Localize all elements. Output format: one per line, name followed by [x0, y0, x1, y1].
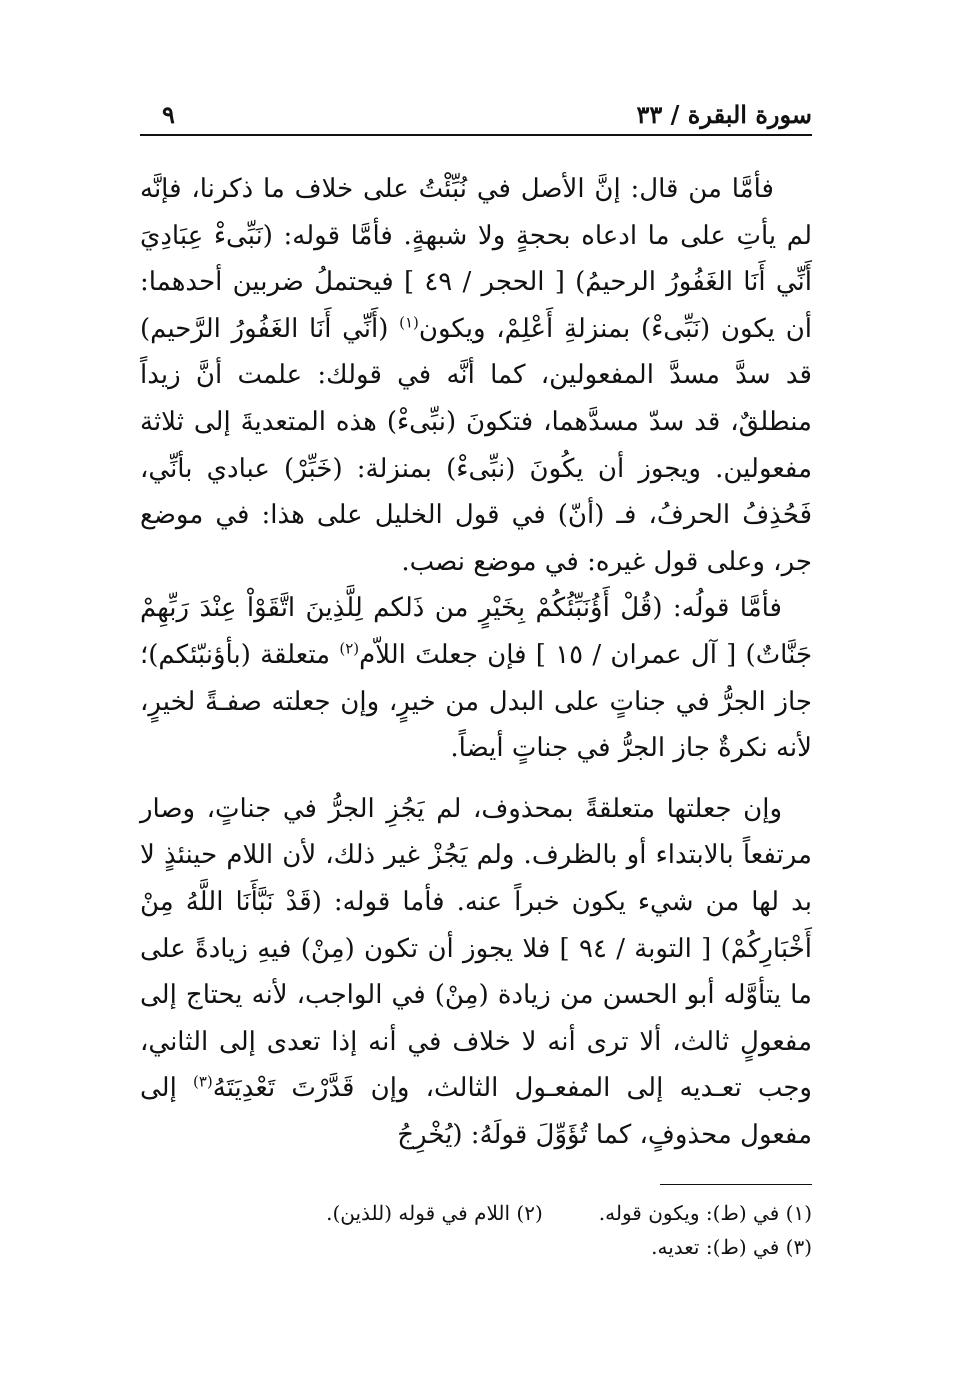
paragraph-3: [140, 786, 812, 1159]
paragraph-1: [140, 166, 812, 585]
paragraph-2-text-b: متعلقة (بأؤنبّئكم)؛ جاز الجرُّ في جناتٍ على البدل من خيرٍ، وإن جعلته صفـةً لخيرٍ، لأنه نكرةٌ جاز الجرُّ في جناتٍ أيضاً.: [140, 639, 812, 764]
paragraph-1-text-b: (أَنِّي أَنَا الغَفُورُ الرَّحيم) قد سدَّ مسدَّ المفعولين، كما أنَّه في قولك: علمت أنَّ زيداً منطلقٌ، قد سدّ مسدَّهما، فتكونَ (نبِّىءْ) هذه المتعديةَ إلى ثلاثة مفعولين. ويجوز أن يكُونَ (نبِّىءْ) بمنزلة: (خَبِّرْ) عبادي بأنِّي، فَحُذِفُ الحرفُ، فـ (أنّ) في قول الخليل على هذا: في موضع جر، وعلى قول غيره: في موضع نصب.: [140, 313, 812, 577]
page-number: ٩: [162, 100, 175, 129]
header-rule: [140, 134, 812, 136]
paragraph-3-text-a: وإن جعلتها متعلقةً بمحذوف، لم يَجُزِ الجرُّ في جناتٍ، وصار مرتفعاً بالابتداء أو بالظرف. ولم يَجُزْ غير ذلك، لأن اللام حينئذٍ لا بد لها من شيء يكون خبراً عنه. فأما قوله: (قَدْ نَبَّأَنَا اللَّهُ مِنْ أَخْبَارِكُمْ) [ التوبة / ٩٤ ] فلا يجوز أن تكون (مِنْ) فيهِ زيادةً على ما يتأوَّله أبو الحسن من زيادة (مِنْ) في الواجب، لأنه يحتاج إلى مفعولٍ ثالث، ألا ترى أنه لا خلاف في أنه إذا تعدى إلى الثاني، وجب تعـديه إلى المفعـول الثالث، وإن قَدَّرْتَ تَعْدِيَتَهُ: [140, 793, 812, 1104]
footnotes: [140, 1196, 812, 1264]
main-text: [140, 166, 812, 1158]
paragraph-1-text-a: فأمَّا من قال: إنَّ الأصل في نُبِّئْتُ على خلاف ما ذكرنا، فإنَّه لم يأتِ على ما ادعاه بحجةٍ ولا شبهةٍ. فأمَّا قوله: (نَبِّىءْ عِبَادِيَ أَنِّي أَنَا الغَفُورُ الرحيمُ) [ الحجر / ٤٩ ] فيحتملُ ضربين أحدهما: أن يكون (نَبِّىءْ) بمنزلةِ أَعْلِمْ، ويكون: [140, 174, 813, 344]
footnote-ref-2: (٢): [339, 639, 360, 658]
running-title: سورة البقرة / ٣٣: [636, 100, 812, 129]
paragraph-3-text-b: إلى مفعول محذوفٍ، كما تُؤَوِّلَ قولَهُ: (يُخْرِجُ: [140, 1073, 812, 1150]
paragraph-2: [140, 585, 812, 771]
footnote-ref-1: (١): [399, 313, 419, 332]
paragraph-2-text-a: فأمَّا قولُه: (قُلْ أَؤُنَبِّئُكُمْ بِخَيْرٍ من ذَلكم لِلَّذِينَ اتَّقَوْاْ عِنْدَ رَبِّهِمْ جَنَّاتٌ) [ آل عمران / ١٥ ] فإن جعلتَ اللاّم: [140, 593, 813, 670]
footnote-2: (٢) اللام في قوله (للذين).: [326, 1201, 543, 1225]
footnote-1: (١) في (ط): ويكون قوله.: [598, 1201, 812, 1225]
footnote-rule: [660, 1184, 812, 1185]
footnote-3: (٣) في (ط): تعديه.: [651, 1235, 812, 1259]
footnote-row-1: [140, 1196, 812, 1230]
footnote-ref-3: (٣): [192, 1072, 213, 1091]
running-head: [140, 100, 812, 136]
footnote-row-2: [140, 1230, 812, 1264]
